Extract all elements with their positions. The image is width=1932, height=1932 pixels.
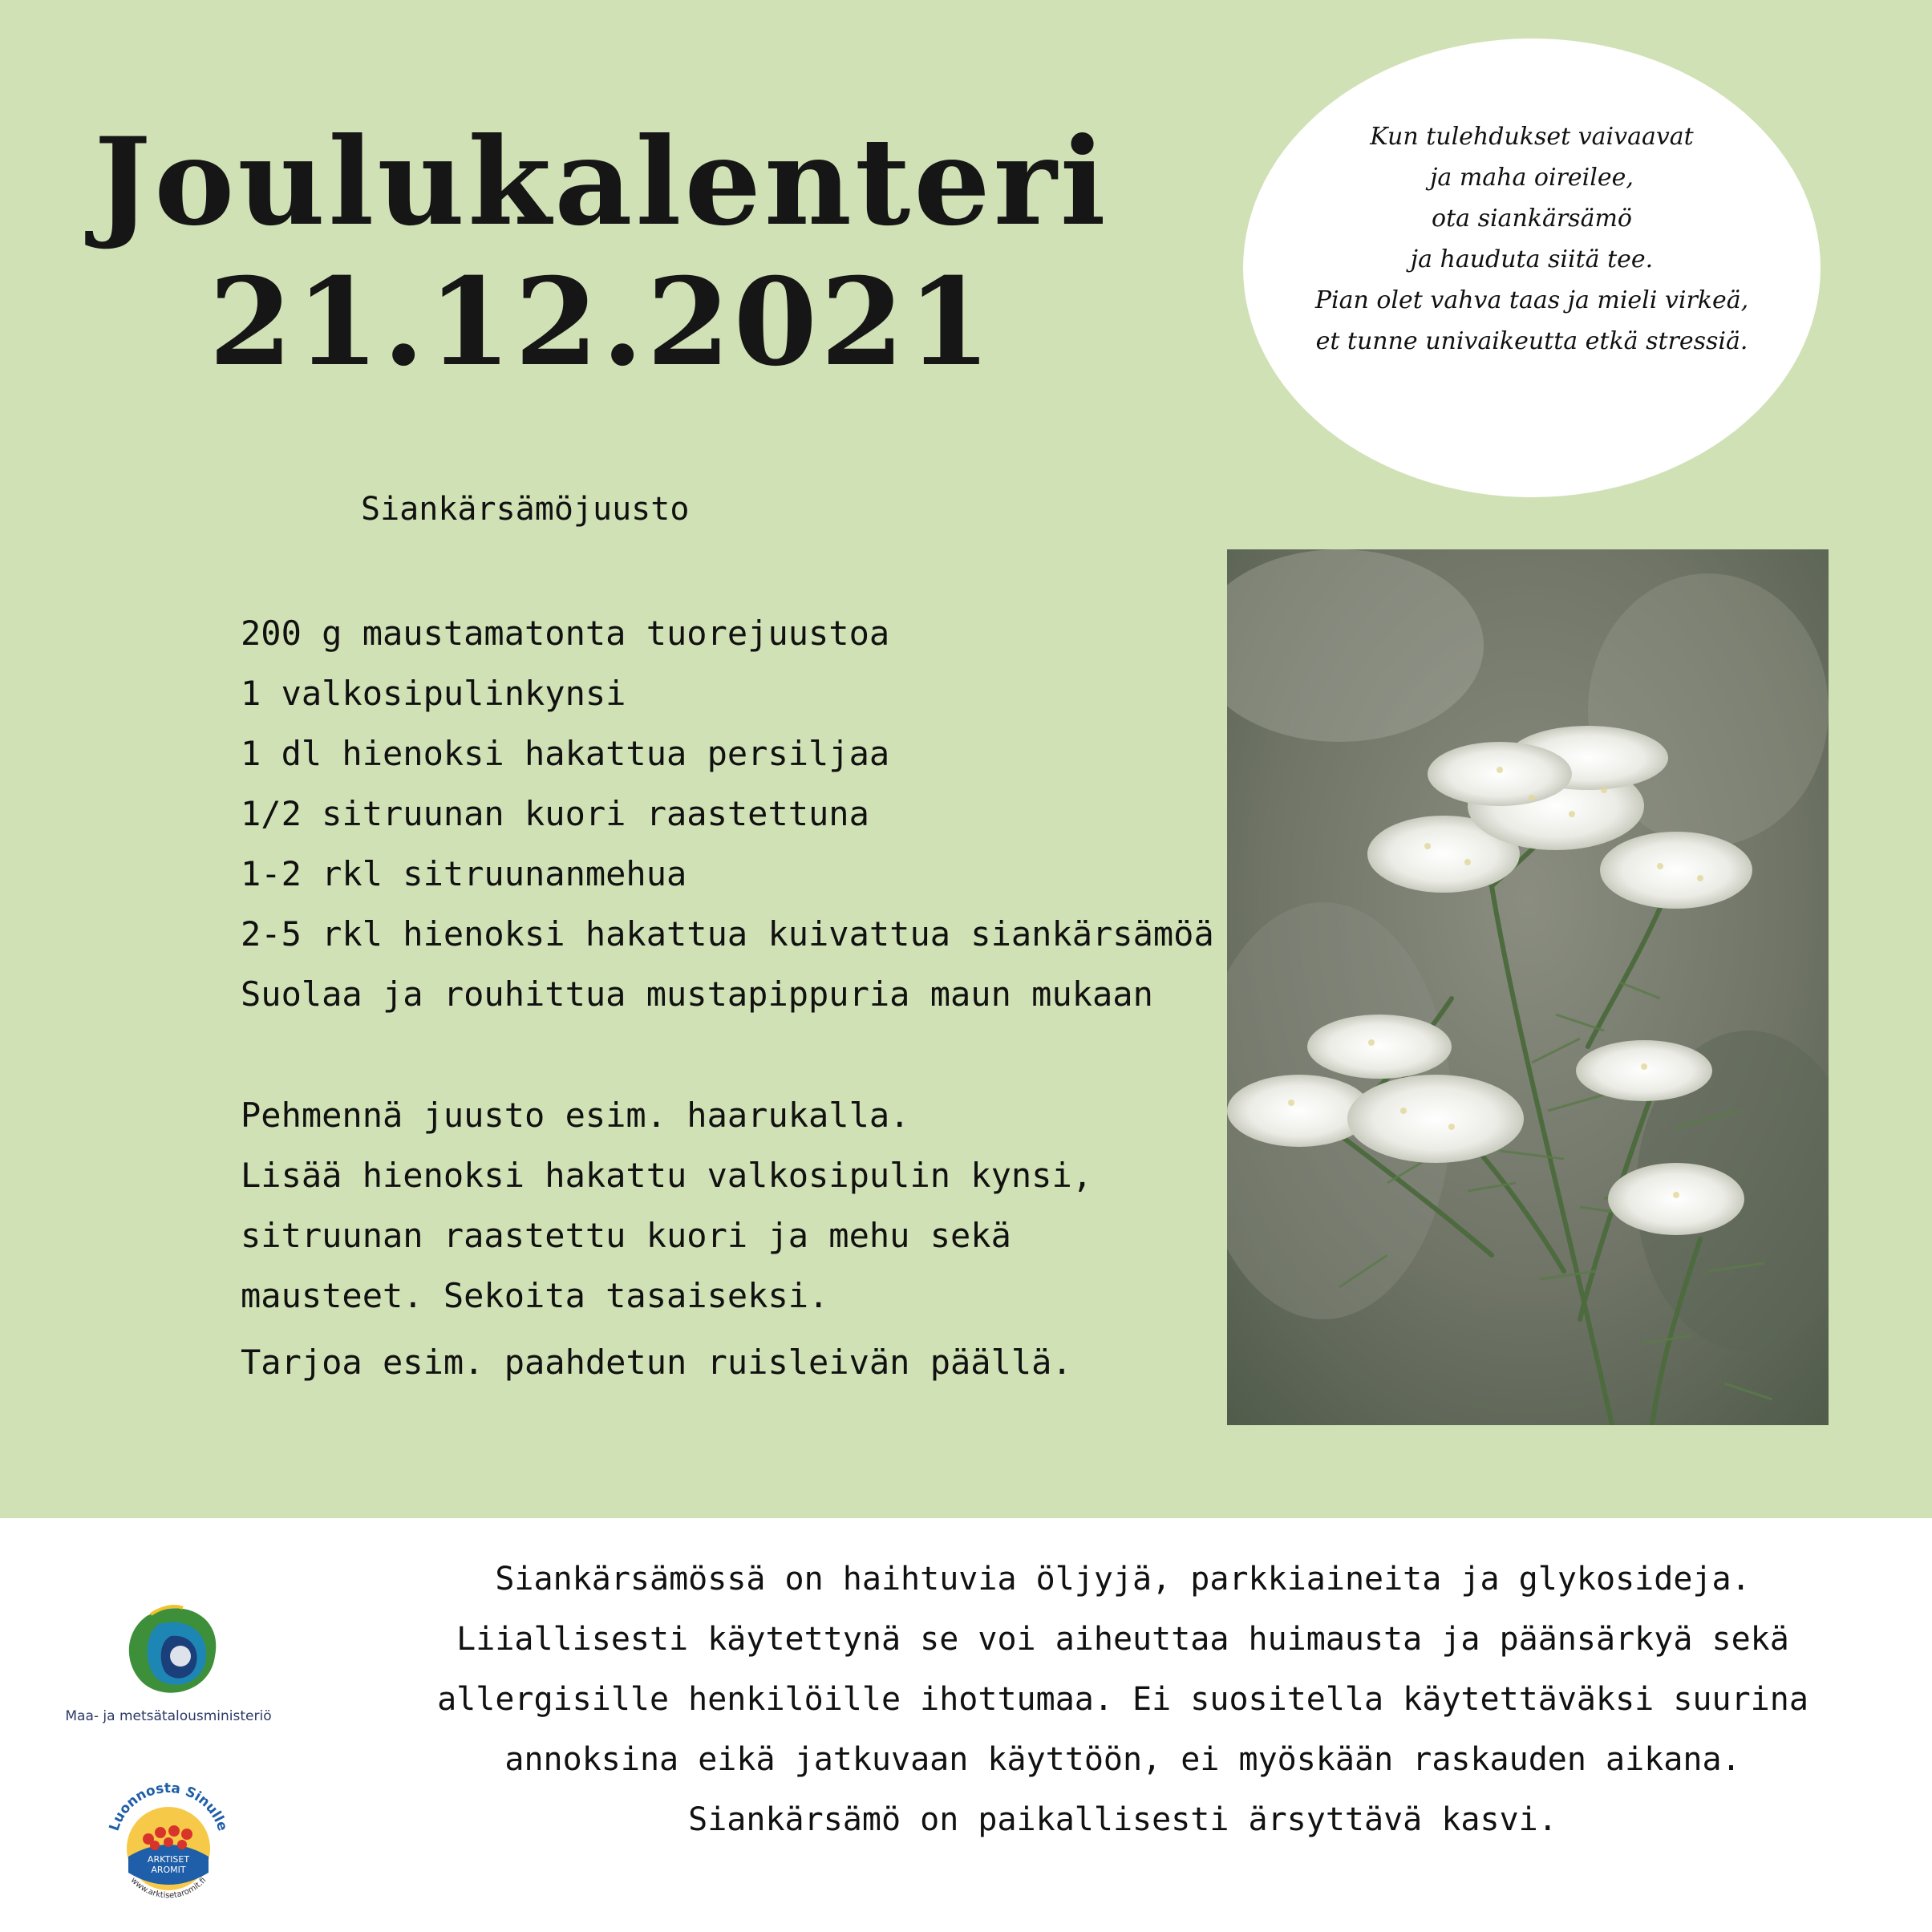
ingredient-item: 1 dl hienoksi hakattua persiljaa bbox=[241, 734, 890, 773]
info-line: Siankärsämö on paikallisesti ärsyttävä kasvi. bbox=[688, 1801, 1557, 1838]
step-line: Tarjoa esim. paahdetun ruisleivän päällä. bbox=[241, 1343, 1072, 1382]
ingredient-item: Suolaa ja rouhittua mustapippuria maun mukaan bbox=[241, 974, 1153, 1014]
poem-line: ja maha oireilee, bbox=[1430, 164, 1634, 192]
ingredient-item: 1 valkosipulinkynsi bbox=[241, 674, 626, 713]
step-line: Lisää hienoksi hakattu valkosipulin kynsi, bbox=[241, 1156, 1093, 1195]
info-line: annoksina eikä jatkuvaan käyttöön, ei myöskään raskauden aikana. bbox=[504, 1741, 1741, 1778]
ingredient-item: 1-2 rkl sitruunanmehua bbox=[241, 854, 687, 893]
arktiset-aromit-logo bbox=[100, 1768, 237, 1905]
ministry-logo bbox=[71, 1600, 287, 1704]
arctic-top-text: Luonnosta Sinulle bbox=[106, 1780, 231, 1833]
info-line: Siankärsämössä on haihtuvia öljyjä, parkkiaineita ja glykosideja. bbox=[495, 1561, 1751, 1598]
arctic-url: www.arktisetaromit.fi bbox=[128, 1876, 209, 1901]
poem bbox=[1243, 116, 1821, 362]
step-line: mausteet. Sekoita tasaiseksi. bbox=[241, 1276, 829, 1315]
ingredient-list bbox=[241, 603, 1214, 1024]
poem-line: et tunne univaikeutta etkä stressiä. bbox=[1315, 327, 1748, 355]
info-line: allergisille henkilöille ihottumaa. Ei suositella käytettäväksi suurina bbox=[437, 1681, 1808, 1718]
info-line: Liiallisesti käytettynä se voi aiheuttaa huimausta ja päänsärkyä sekä bbox=[456, 1621, 1789, 1658]
page-title bbox=[0, 112, 1203, 393]
ingredient-item: 2-5 rkl hienoksi hakattua kuivattua siankärsämöä bbox=[241, 914, 1214, 954]
recipe-steps bbox=[241, 1085, 1092, 1392]
poem-line: ota siankärsämö bbox=[1432, 205, 1632, 233]
arctic-middle-2: AROMIT bbox=[151, 1865, 186, 1875]
ingredient-item: 1/2 sitruunan kuori raastettuna bbox=[241, 794, 869, 833]
title-line-1: Joulukalenteri bbox=[94, 111, 1109, 253]
ingredient-item: 200 g maustamatonta tuorejuustoa bbox=[241, 614, 890, 653]
poem-line: Kun tulehdukset vaivaavat bbox=[1370, 123, 1694, 151]
step-line: Pehmennä juusto esim. haarukalla. bbox=[241, 1096, 910, 1135]
poem-line: Pian olet vahva taas ja mieli virkeä, bbox=[1314, 286, 1749, 314]
poem-line: ja hauduta siitä tee. bbox=[1410, 245, 1654, 273]
title-date: 21.12.2021 bbox=[209, 252, 994, 393]
yarrow-photo bbox=[1227, 549, 1829, 1425]
arctic-middle-1: ARKTISET bbox=[147, 1854, 190, 1865]
ministry-name: Maa- ja metsätalousministeriö bbox=[65, 1708, 272, 1724]
recipe-title: Siankärsämöjuusto bbox=[361, 491, 690, 528]
step-line: sitruunan raastettu kuori ja mehu sekä bbox=[241, 1216, 1011, 1255]
info-text bbox=[393, 1549, 1853, 1850]
